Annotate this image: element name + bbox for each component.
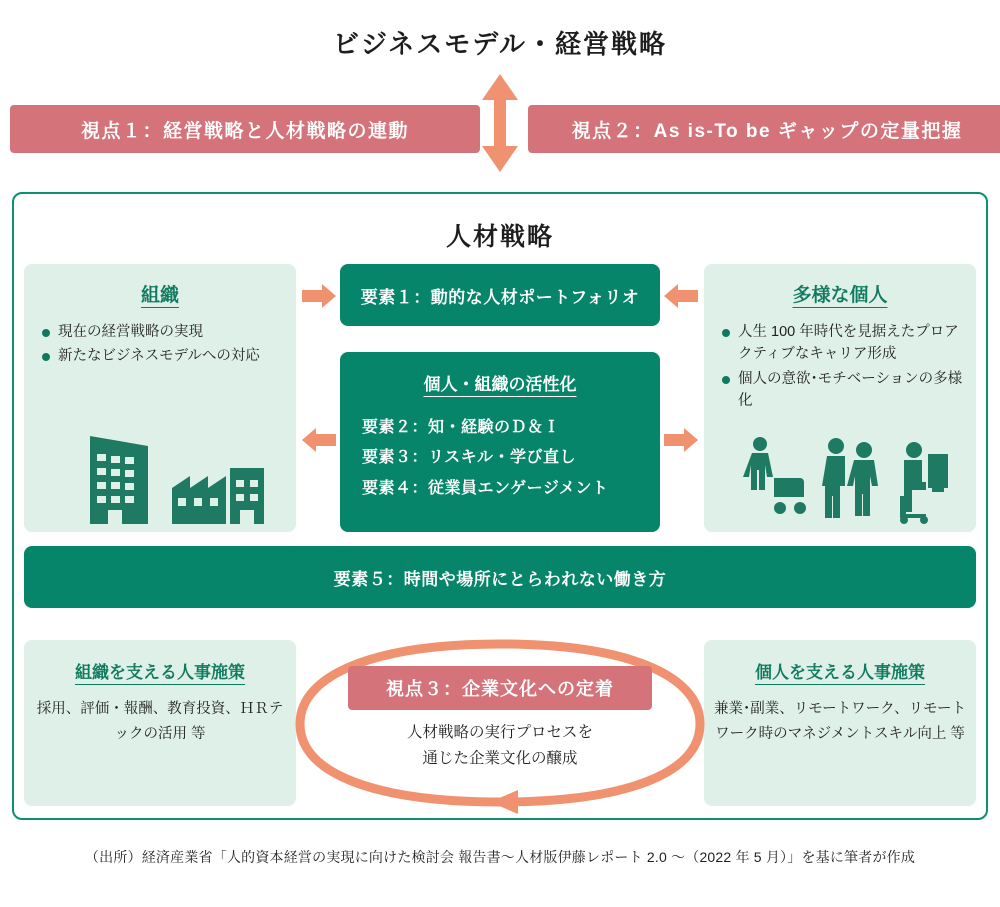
- individual-policy-body: 兼業･副業、リモートワーク、リモートワーク時のマネジメントスキル向上 等: [714, 701, 967, 743]
- hr-strategy-title: 人材戦略: [445, 223, 554, 251]
- individuals-panel: [704, 264, 976, 532]
- viewpoint-2-badge: 視点２：As is-To be ギャップの定量把握: [528, 105, 1000, 153]
- vertical-double-arrow-icon: [478, 74, 522, 172]
- list-item: 新たなビジネスモデルへの対応: [42, 345, 284, 367]
- viewpoint-1-badge: 視点１：経営戦略と人材戦略の連動: [10, 105, 480, 153]
- element-5-box: 要素５：時間や場所にとらわれない働き方: [24, 546, 976, 608]
- element-4-label: 要素４：従業員エンゲージメント: [362, 479, 609, 497]
- individuals-bullet-list: [704, 321, 976, 413]
- activation-box: [340, 352, 660, 532]
- organization-policy-body: 採用、評価・報酬、教育投資、ＨＲテックの活用 等: [36, 701, 284, 743]
- page-title: ビジネスモデル・経営戦略: [333, 29, 667, 59]
- list-item: 個人の意欲･モチベーションの多様化: [722, 368, 964, 413]
- organization-heading: 組織: [140, 285, 179, 306]
- individual-policy-panel: [704, 640, 976, 806]
- organization-bullet-list: [24, 321, 296, 368]
- list-item: 現在の経営戦略の実現: [42, 321, 284, 343]
- activation-heading: 個人・組織の活性化: [423, 375, 577, 394]
- individual-policy-heading: 個人を支える人事施策: [755, 663, 925, 682]
- element-1-box: 要素１：動的な人材ポートフォリオ: [340, 264, 660, 326]
- arrow-left-to-element1-icon: [302, 284, 336, 313]
- source-note: （出所）経済産業省「人的資本経営の実現に向けた検討会 報告書〜人材版伊藤レポート 2.0 〜（2022 年 5 月）」を基に筆者が作成: [84, 849, 916, 865]
- people-illustration-icon: [732, 434, 952, 531]
- viewpoint-3-description-line-1: 人材戦略の実行プロセスを: [406, 724, 593, 741]
- list-item: 人生 100 年時代を見据えたプロアクティブなキャリア形成: [722, 321, 964, 366]
- arrow-center-to-individuals-icon: [664, 428, 698, 457]
- element-2-label: 要素２：知・経験のＤ＆Ｉ: [362, 419, 561, 436]
- arrow-right-to-element1-icon: [664, 284, 698, 313]
- organization-panel: [24, 264, 296, 532]
- viewpoint-3-badge: 視点３：企業文化への定着: [348, 666, 652, 710]
- organization-policy-panel: [24, 640, 296, 806]
- element-3-label: 要素３：リスキル・学び直し: [362, 449, 577, 467]
- viewpoint-3-description: [330, 720, 670, 773]
- arrow-center-to-organization-icon: [302, 428, 336, 457]
- buildings-illustration-icon: [52, 432, 272, 529]
- organization-policy-heading: 組織を支える人事施策: [75, 663, 245, 682]
- viewpoint-3-description-line-2: 通じた企業文化の醸成: [422, 750, 578, 768]
- individuals-heading: 多様な個人: [792, 285, 888, 306]
